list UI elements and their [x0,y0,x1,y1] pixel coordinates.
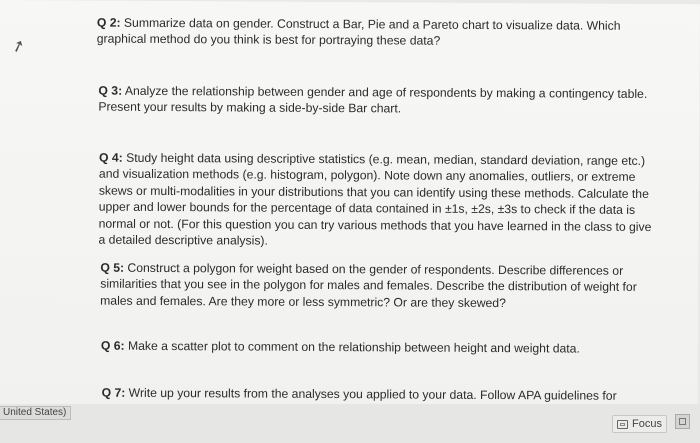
question-2-number: Q 2: [96,15,121,30]
question-7-text: Write up your results from the analyses you applied to your data. Follow APA guidelines for [128,385,617,403]
pointer-arrow-icon: ➚ [9,36,28,57]
language-indicator[interactable]: United States) [0,406,71,420]
focus-label: Focus [632,418,662,430]
question-4 [98,150,661,252]
print-layout-icon[interactable] [675,414,690,429]
status-bar [0,404,700,443]
question-3-text: Analyze the relationship between gender and age of respondents by making a contingency table. Present your results by making a side-by-side Bar chart. [98,83,648,116]
question-3 [98,83,653,119]
question-6 [101,338,621,358]
question-4-text: Study height data using descriptive statistics (e.g. mean, median, standard deviation, range etc.) and visualization methods (e.g. histogram, polygon). Note down any anomalies, outliers, or extreme skews or multi-modalities in your distributions that you can identify using these methods. Calculate the upper and lower bounds for the percentage of data contained in ±1s, ±2s, ±3s to check if the data is normal or not. (For this question you can try various methods that you have learned in the class to give a detailed descriptive analysis). [98,150,652,248]
question-3-number: Q 3: [98,83,123,98]
question-2-text: Summarize data on gender. Construct a Bar, Pie and a Pareto chart to visualize data. Which graphical method do you think is best for portraying these data? [96,15,621,49]
question-4-number: Q 4: [98,150,123,165]
question-6-number: Q 6: [100,338,125,353]
focus-button[interactable] [612,415,667,433]
question-7-number: Q 7: [101,385,126,400]
question-6-text: Make a scatter plot to comment on the relationship between height and weight data. [124,338,580,356]
question-5-number: Q 5: [100,260,125,275]
question-5-text: Construct a polygon for weight based on the gender of respondents. Describe differences or similarities that you see in the polygon for males and females. Describe the distribution of weight for males and females. Are they more or less symmetric? Or are they skewed? [100,260,637,310]
focus-mode-icon [617,420,628,429]
question-5 [100,260,640,313]
question-2 [97,15,669,51]
